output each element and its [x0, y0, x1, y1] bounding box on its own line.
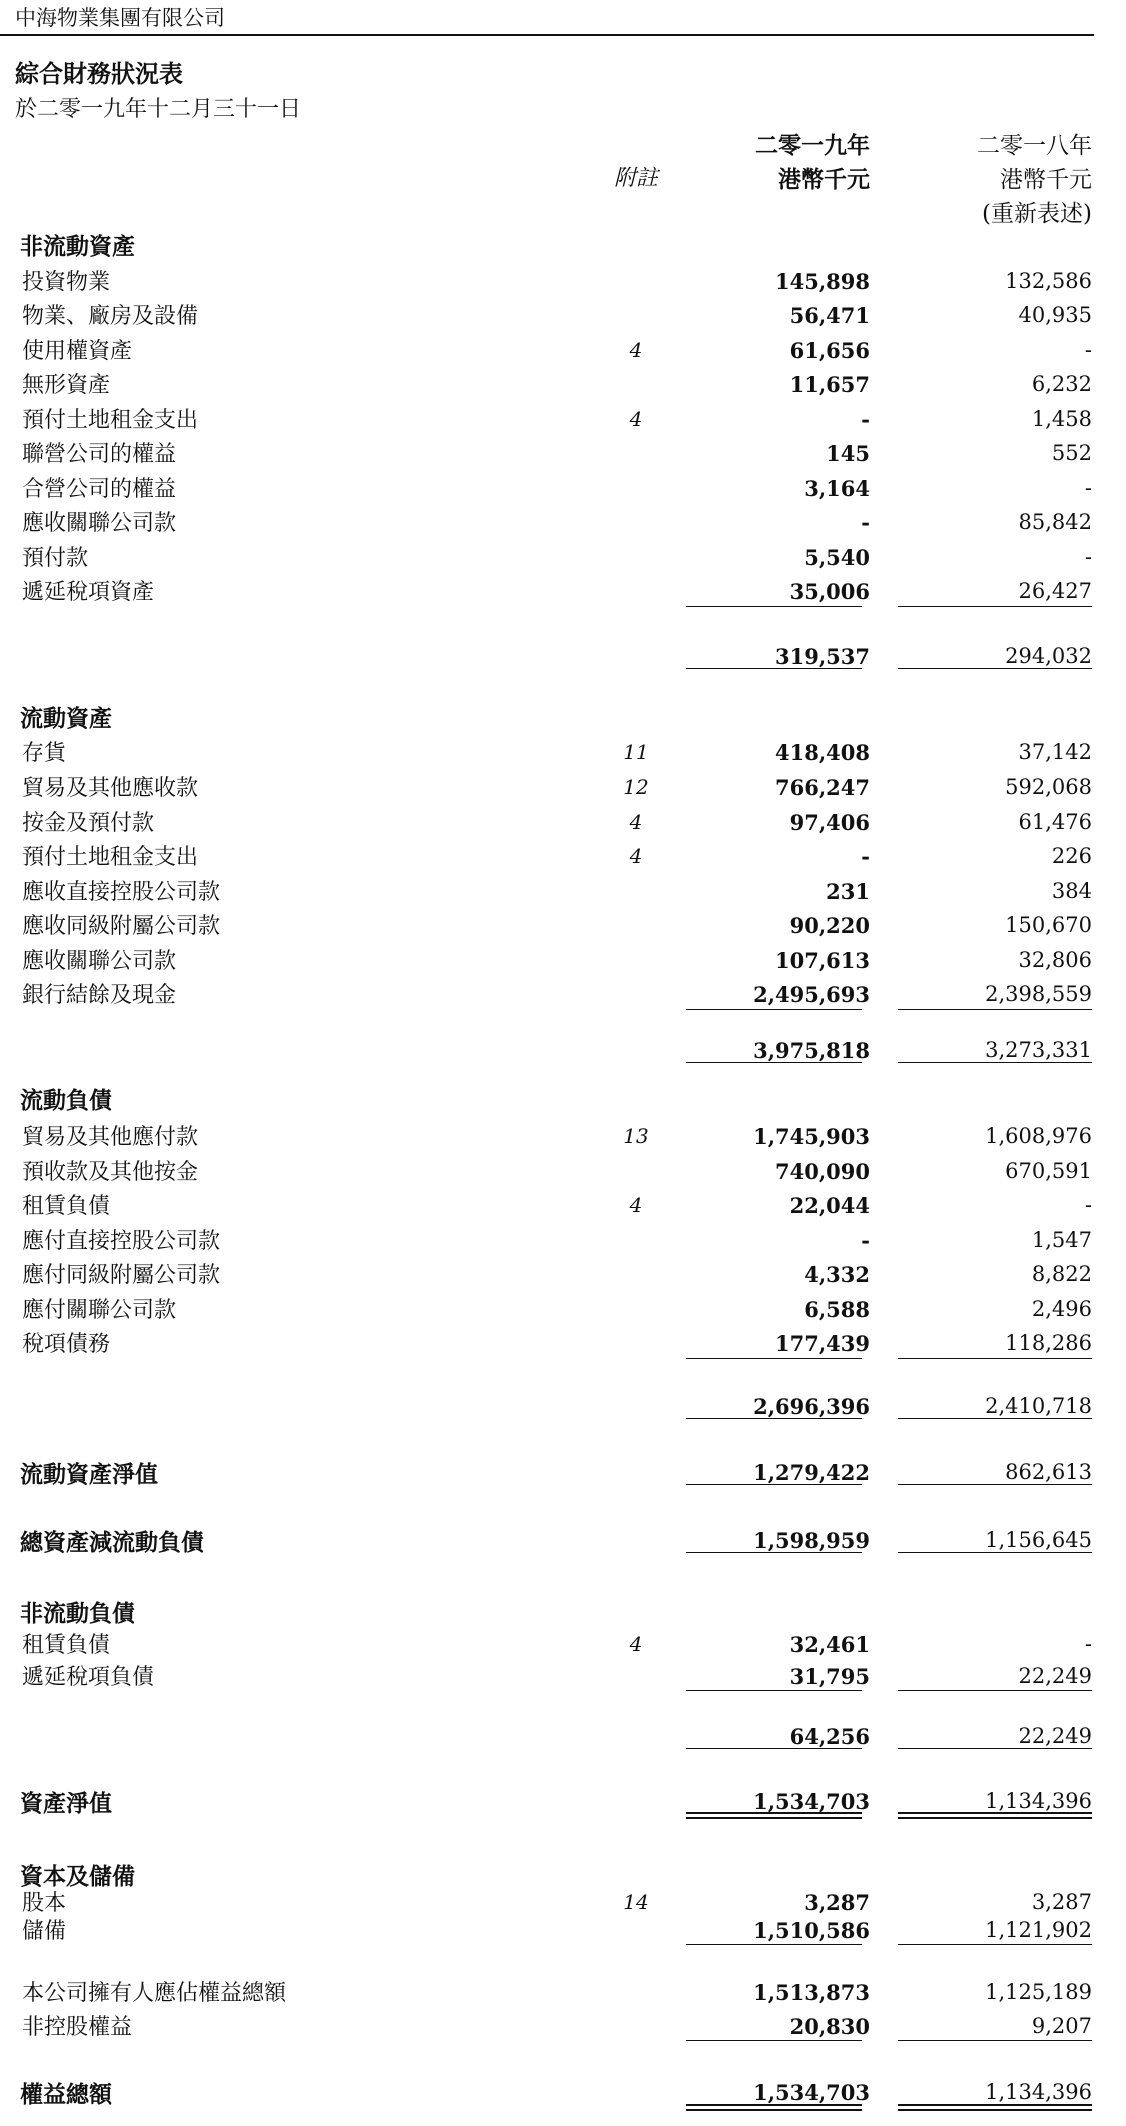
table-row [0, 1155, 1126, 1187]
value-2018: 2,496 [1031, 1297, 1092, 1321]
underline-2019 [686, 1358, 862, 1359]
value-2018: 552 [1051, 441, 1092, 465]
statement-date: 於二零一九年十二月三十一日 [15, 97, 302, 122]
underline-2019 [686, 1812, 862, 1814]
col2-unit: 港幣千元 [1000, 167, 1092, 193]
value-2019: 6,588 [804, 1297, 870, 1322]
value-2018: 2,410,718 [985, 1394, 1092, 1418]
value-2019: - [861, 1228, 870, 1253]
value-2019: 64,256 [789, 1724, 870, 1749]
value-2018: 3,273,331 [985, 1038, 1092, 1062]
value-2019: 97,406 [789, 810, 870, 835]
value-2018: 22,249 [1018, 1724, 1092, 1748]
underline-2018 [898, 2104, 1092, 2106]
value-2018: 1,134,396 [985, 2080, 1092, 2104]
underline-2018 [898, 606, 1092, 607]
table-row [0, 1976, 1126, 2008]
table-row [0, 1258, 1126, 1290]
value-2019: 145 [826, 441, 870, 466]
value-2018: - [1084, 338, 1092, 362]
row-label: 使用權資產 [22, 339, 133, 364]
underline-2019 [686, 668, 862, 669]
table-row [0, 368, 1126, 400]
value-2018: 8,822 [1031, 1262, 1092, 1286]
row-note: 4 [629, 810, 643, 834]
table-row [0, 1914, 1126, 1946]
table-row [0, 1293, 1126, 1325]
value-2018: 1,134,396 [985, 1789, 1092, 1813]
underline-2018 [898, 1418, 1092, 1419]
value-2019: - [861, 844, 870, 869]
row-label: 流動資產淨值 [20, 1461, 158, 1488]
underline-2019 [686, 1552, 862, 1553]
value-2019: 1,534,703 [753, 2080, 870, 2105]
row-label: 資本及儲備 [20, 1863, 135, 1890]
table-row [0, 437, 1126, 469]
underline-2018 [898, 1748, 1092, 1749]
underline-2018 [898, 1690, 1092, 1691]
value-2019: 61,656 [789, 338, 870, 363]
value-2018: 40,935 [1018, 303, 1092, 327]
value-2019: 2,495,693 [753, 982, 870, 1007]
row-label: 貿易及其他應收款 [22, 776, 199, 801]
row-label: 稅項債務 [22, 1332, 111, 1357]
row-label: 銀行結餘及現金 [22, 983, 177, 1008]
underline-2019 [686, 1418, 862, 1419]
value-2018: 26,427 [1018, 579, 1092, 603]
value-2018: 3,287 [1031, 1890, 1092, 1914]
row-label: 流動負債 [20, 1087, 112, 1114]
value-2019: 1,745,903 [753, 1124, 870, 1149]
col2-restated: (重新表述) [982, 201, 1092, 227]
value-2019: 177,439 [775, 1331, 870, 1356]
underline-2019 [686, 1748, 862, 1749]
underline-2018 [898, 1812, 1092, 1814]
value-2019: 231 [826, 879, 870, 904]
table-row [0, 506, 1126, 538]
row-label: 儲備 [22, 1919, 67, 1944]
statement-title: 綜合財務狀況表 [15, 59, 183, 88]
row-note: 4 [629, 844, 643, 868]
row-label: 貿易及其他應付款 [22, 1125, 199, 1150]
value-2019: 56,471 [789, 303, 870, 328]
value-2019: 3,164 [804, 476, 870, 501]
value-2018: 862,613 [1005, 1460, 1092, 1484]
row-label: 應收同級附屬公司款 [22, 914, 221, 939]
row-label: 應收關聯公司款 [22, 949, 177, 974]
table-row [0, 575, 1126, 607]
value-2018: 85,842 [1018, 510, 1092, 534]
value-2018: 2,398,559 [985, 982, 1092, 1006]
table-row [0, 944, 1126, 976]
row-label: 權益總額 [20, 2081, 112, 2108]
value-2018: - [1084, 476, 1092, 500]
row-label: 本公司擁有人應佔權益總額 [22, 1981, 287, 2006]
underline-2018 [898, 668, 1092, 669]
value-2019: 2,696,396 [753, 1394, 870, 1419]
underline-2019 [686, 1062, 862, 1063]
row-note: 4 [629, 407, 643, 431]
row-note: 4 [629, 1193, 643, 1217]
underline-2018 [898, 1552, 1092, 1553]
table-row [0, 1224, 1126, 1256]
table-row [0, 1189, 1126, 1221]
value-2018: 294,032 [1005, 644, 1092, 668]
table-row [0, 541, 1126, 573]
value-2018: 1,156,645 [985, 1528, 1092, 1552]
row-note: 13 [623, 1124, 649, 1148]
table-row [0, 1327, 1126, 1359]
value-2018: 37,142 [1018, 740, 1092, 764]
value-2018: 22,249 [1018, 1664, 1092, 1688]
value-2018: 384 [1051, 879, 1092, 903]
row-label: 應付同級附屬公司款 [22, 1263, 221, 1288]
value-2019: 90,220 [789, 913, 870, 938]
value-2018: 1,125,189 [985, 1980, 1092, 2004]
value-2018: 32,806 [1018, 948, 1092, 972]
row-label: 應收關聯公司款 [22, 511, 177, 536]
table-row [0, 875, 1126, 907]
table-row [0, 299, 1126, 331]
row-label: 總資產減流動負債 [20, 1529, 204, 1556]
underline-2018 [898, 1944, 1092, 1945]
value-2019: 740,090 [775, 1159, 870, 1184]
value-2018: 61,476 [1018, 810, 1092, 834]
row-note: 12 [623, 775, 649, 799]
table-row [0, 771, 1126, 803]
value-2019: 5,540 [804, 545, 870, 570]
row-label: 預付款 [22, 546, 89, 571]
underline-2019 [686, 606, 862, 607]
value-2018: 118,286 [1005, 1331, 1092, 1355]
value-2018: 1,121,902 [985, 1918, 1092, 1942]
row-label: 物業、廠房及設備 [22, 304, 199, 329]
row-label: 預收款及其他按金 [22, 1160, 199, 1185]
table-row [0, 840, 1126, 872]
row-note: 11 [623, 740, 649, 764]
table-row [0, 1120, 1126, 1152]
row-label: 合營公司的權益 [22, 477, 177, 502]
value-2019: 1,279,422 [753, 1460, 870, 1485]
value-2018: 226 [1051, 844, 1092, 868]
underline-2018 [898, 1062, 1092, 1063]
value-2018: 1,608,976 [985, 1124, 1092, 1148]
company-name: 中海物業集團有限公司 [15, 6, 225, 30]
value-2019: 11,657 [789, 372, 870, 397]
section-heading [0, 1082, 1126, 1114]
value-2019: - [861, 510, 870, 535]
row-label: 股本 [22, 1891, 67, 1916]
row-label: 存貨 [22, 741, 67, 766]
underline-2019 [686, 1944, 862, 1945]
row-label: 應付關聯公司款 [22, 1298, 177, 1323]
value-2018: 1,458 [1031, 407, 1092, 431]
value-2019: 1,513,873 [753, 1980, 870, 2005]
underline-2019 [686, 1009, 862, 1010]
value-2019: 319,537 [775, 644, 870, 669]
row-label: 投資物業 [22, 270, 111, 295]
value-2019: 766,247 [775, 775, 870, 800]
value-2019: 4,332 [804, 1262, 870, 1287]
row-label: 遞延稅項負債 [22, 1665, 155, 1690]
underline-2018 [898, 1484, 1092, 1485]
row-note: 4 [629, 338, 643, 362]
row-label: 非流動資產 [20, 233, 135, 260]
value-2018: 150,670 [1005, 913, 1092, 937]
value-2019: 1,510,586 [753, 1918, 870, 1943]
table-row [0, 1628, 1126, 1660]
value-2019: 145,898 [775, 269, 870, 294]
value-2018: 592,068 [1005, 775, 1092, 799]
value-2018: 9,207 [1031, 2014, 1092, 2038]
value-2018: 6,232 [1031, 372, 1092, 396]
value-2019: - [861, 407, 870, 432]
table-row [0, 909, 1126, 941]
note-column-header: 附註 [613, 166, 658, 191]
table-row [0, 1660, 1126, 1692]
table-row [0, 265, 1126, 297]
value-2018: - [1084, 545, 1092, 569]
section-heading [0, 1595, 1126, 1627]
value-2018: 132,586 [1005, 269, 1092, 293]
table-row [0, 2010, 1126, 2042]
underline-2018 [898, 1009, 1092, 1010]
table-row [0, 806, 1126, 838]
table-row [0, 472, 1126, 504]
value-2018: - [1084, 1193, 1092, 1217]
col2-year: 二零一八年 [977, 133, 1092, 159]
row-label: 按金及預付款 [22, 811, 155, 836]
value-2019: 35,006 [789, 579, 870, 604]
table-row [0, 334, 1126, 366]
table-row [0, 403, 1126, 435]
value-2018: 1,547 [1031, 1228, 1092, 1252]
section-heading [0, 700, 1126, 732]
row-note: 4 [629, 1632, 643, 1656]
value-2019: 107,613 [775, 948, 870, 973]
value-2018: - [1084, 1632, 1092, 1656]
value-2019: 22,044 [789, 1193, 870, 1218]
row-label: 應收直接控股公司款 [22, 880, 221, 905]
value-2019: 32,461 [789, 1632, 870, 1657]
row-label: 租賃負債 [22, 1633, 111, 1658]
underline-2019 [686, 1690, 862, 1691]
underline-2018 [898, 2040, 1092, 2041]
value-2018: 670,591 [1005, 1159, 1092, 1183]
row-label: 非控股權益 [22, 2015, 133, 2040]
row-label: 遞延稅項資產 [22, 580, 155, 605]
value-2019: 1,534,703 [753, 1789, 870, 1814]
row-note: 14 [623, 1890, 649, 1914]
underline-2018 [898, 1358, 1092, 1359]
value-2019: 31,795 [789, 1664, 870, 1689]
col1-year: 二零一九年 [755, 132, 870, 159]
table-row [0, 736, 1126, 768]
row-label: 應付直接控股公司款 [22, 1229, 221, 1254]
value-2019: 20,830 [789, 2014, 870, 2039]
value-2019: 1,598,959 [753, 1528, 870, 1553]
col1-unit: 港幣千元 [778, 166, 870, 193]
value-2019: 418,408 [775, 740, 870, 765]
value-2019: 3,975,818 [753, 1038, 870, 1063]
underline-2019 [686, 2104, 862, 2106]
row-label: 預付土地租金支出 [22, 845, 199, 870]
underline-2019 [686, 1484, 862, 1485]
value-2019: 3,287 [804, 1890, 870, 1915]
row-label: 無形資產 [22, 373, 111, 398]
section-heading [0, 228, 1126, 260]
row-label: 預付土地租金支出 [22, 408, 199, 433]
row-label: 流動資產 [20, 705, 112, 732]
row-label: 租賃負債 [22, 1194, 111, 1219]
underline-2019 [686, 2040, 862, 2041]
table-row [0, 978, 1126, 1010]
row-label: 聯營公司的權益 [22, 442, 177, 467]
header-rule [0, 34, 1094, 36]
row-label: 非流動負債 [20, 1600, 135, 1627]
row-label: 資產淨值 [20, 1790, 112, 1817]
